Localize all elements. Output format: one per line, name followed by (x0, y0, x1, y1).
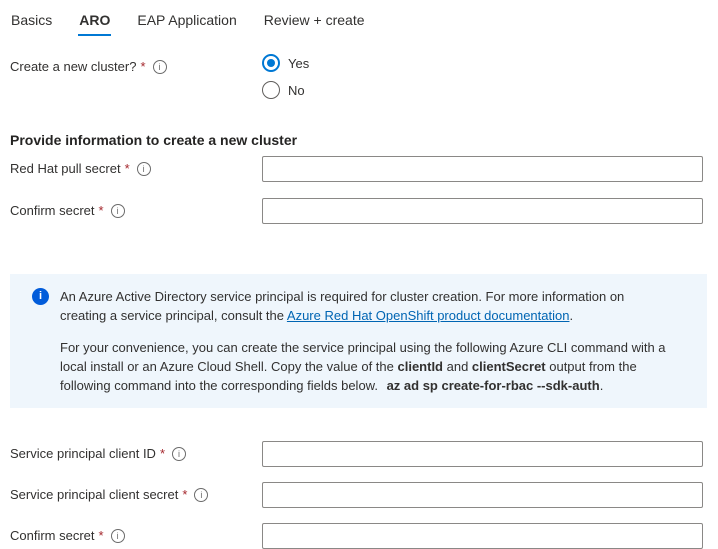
confirm-secret-1-label-cell (10, 198, 262, 218)
clientsecret-token: clientSecret (471, 359, 546, 374)
required-marker: * (98, 203, 104, 218)
create-cluster-label-cell (10, 54, 262, 74)
client-id-label: Service principal client ID (10, 446, 156, 461)
required-marker: * (159, 446, 166, 461)
info-p2-and: and (443, 359, 472, 374)
radio-option-yes[interactable] (262, 54, 309, 72)
client-id-row (10, 441, 707, 467)
client-secret-input[interactable] (262, 482, 703, 508)
confirm-secret-1-label: Confirm secret (10, 203, 95, 218)
pull-secret-label-cell (10, 156, 262, 176)
info-icon[interactable]: i (111, 204, 125, 218)
client-id-input[interactable] (262, 441, 703, 467)
info-p1-period: . (569, 308, 574, 323)
radio-selected-icon (262, 54, 280, 72)
info-icon[interactable]: i (194, 488, 208, 502)
confirm-secret-2-input[interactable] (262, 523, 703, 549)
required-marker: * (182, 487, 188, 502)
tab-aro[interactable]: ARO (78, 12, 111, 36)
confirm-secret-1-input[interactable] (262, 198, 703, 224)
info-p2-text: For your convenience, you can create the service principal using the following Azure CLI command with a local install or an Azure Cloud Shell. Copy the value of the (60, 340, 666, 374)
tab-eap-application[interactable]: EAP Application (137, 12, 237, 28)
client-secret-label-cell (10, 482, 262, 502)
info-icon[interactable]: i (172, 447, 186, 461)
info-icon[interactable]: i (111, 529, 125, 543)
confirm-secret-2-label: Confirm secret (10, 528, 95, 543)
openshift-docs-link[interactable]: Azure Red Hat OpenShift product documentation (286, 308, 570, 323)
required-marker: * (98, 528, 104, 543)
create-cluster-label: Create a new cluster? (10, 59, 137, 74)
pull-secret-label: Red Hat pull secret (10, 161, 121, 176)
radio-unselected-icon (262, 81, 280, 99)
cli-command: az ad sp create-for-rbac --sdk-auth (386, 378, 600, 393)
radio-option-no-label: No (288, 82, 305, 98)
radio-option-yes-label: Yes (288, 55, 310, 71)
section-title: Provide information to create a new cluster (10, 132, 298, 148)
client-secret-row (10, 482, 707, 508)
service-principal-info-box (10, 274, 707, 408)
info-p1-text: An Azure Active Directory service principal is required for cluster creation. For more information on creating a service principal, consult the (60, 289, 625, 323)
info-paragraph-1 (60, 287, 669, 325)
client-id-label-cell (10, 441, 262, 461)
info-icon[interactable]: i (153, 60, 167, 74)
info-p2-text-2: output from the following command into the corresponding fields below. (60, 359, 637, 393)
confirm-secret-2-label-cell (10, 523, 262, 543)
confirm-secret-row-1 (10, 198, 707, 224)
required-marker: * (140, 59, 146, 74)
client-secret-label: Service principal client secret (10, 487, 179, 502)
info-box-text (60, 287, 669, 395)
tab-basics[interactable]: Basics (11, 12, 53, 28)
info-p2-period: . (599, 378, 604, 393)
info-icon[interactable]: i (137, 162, 151, 176)
clientid-token: clientId (397, 359, 443, 374)
radio-option-no[interactable] (262, 81, 309, 99)
create-cluster-radio-group (262, 54, 309, 99)
tab-bar (10, 0, 707, 36)
pull-secret-row (10, 156, 707, 182)
info-paragraph-2 (60, 338, 669, 395)
pull-secret-input[interactable] (262, 156, 703, 182)
confirm-secret-row-2 (10, 523, 707, 549)
tab-review-create[interactable]: Review + create (263, 12, 365, 28)
create-cluster-row (10, 54, 707, 99)
required-marker: * (124, 161, 130, 176)
info-filled-icon: i (32, 288, 49, 305)
